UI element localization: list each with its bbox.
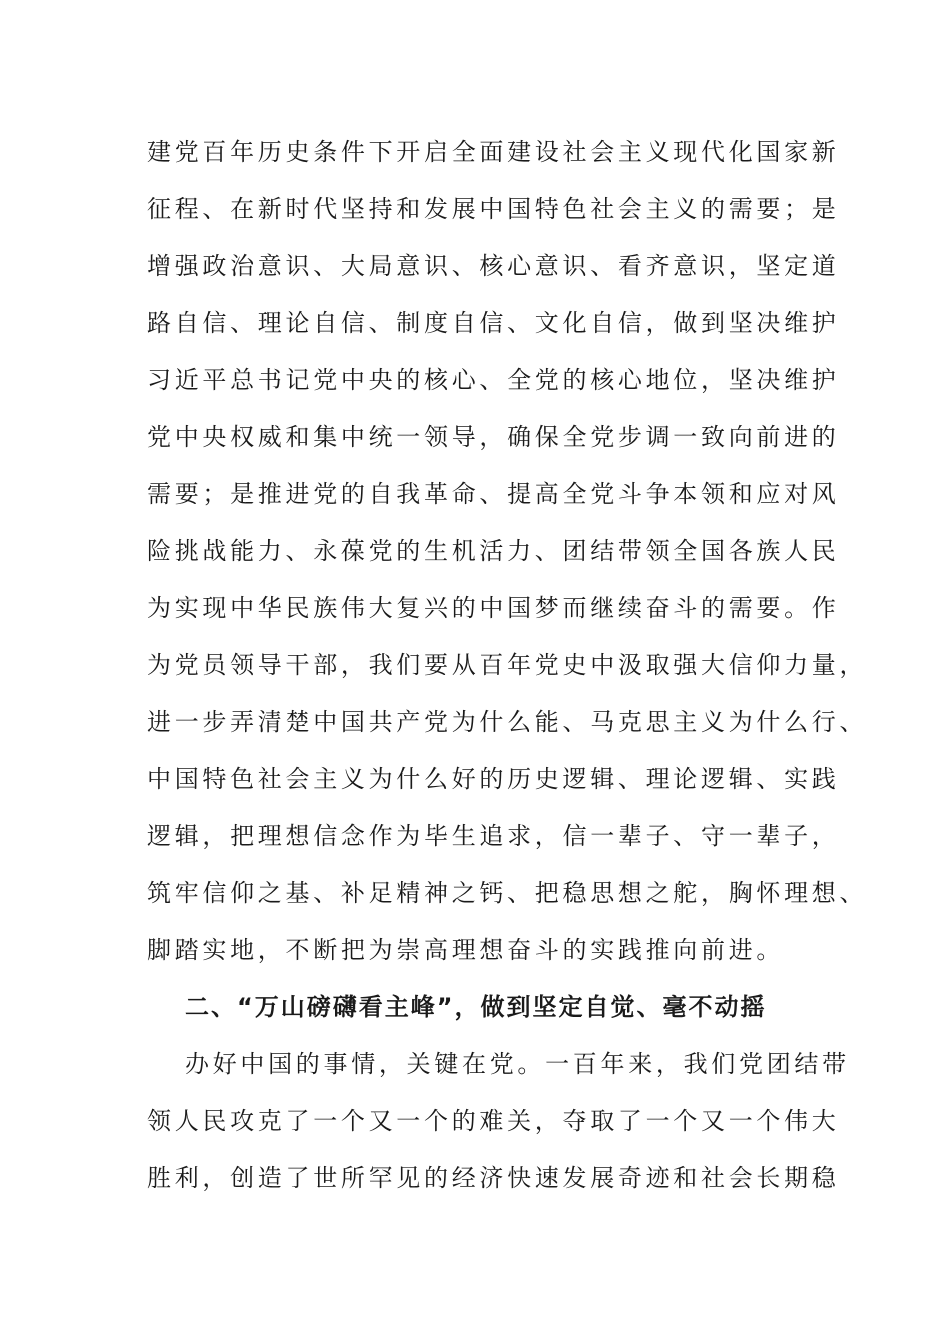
paragraph-line: 路自信、理论自信、制度自信、文化自信，做到坚决维护 xyxy=(147,309,840,337)
paragraph-line: 办好中国的事情，关键在党。一百年来，我们党团结带 xyxy=(185,1050,850,1078)
paragraph-line: 险挑战能力、永葆党的生机活力、团结带领全国各族人民 xyxy=(147,537,840,565)
paragraph-line: 进一步弄清楚中国共产党为什么能、马克思主义为什么行、 xyxy=(147,708,868,736)
paragraph-line: 增强政治意识、大局意识、核心意识、看齐意识，坚定道 xyxy=(147,252,840,280)
paragraph-line: 为实现中华民族伟大复兴的中国梦而继续奋斗的需要。作 xyxy=(147,594,840,622)
paragraph-line: 建党百年历史条件下开启全面建设社会主义现代化国家新 xyxy=(147,138,840,166)
paragraph-line: 习近平总书记党中央的核心、全党的核心地位，坚决维护 xyxy=(147,366,840,394)
paragraph-line: 胜利，创造了世所罕见的经济快速发展奇迹和社会长期稳 xyxy=(147,1164,840,1192)
paragraph-line: 为党员领导干部，我们要从百年党史中汲取强大信仰力量， xyxy=(147,651,868,679)
paragraph-line: 逻辑，把理想信念作为毕生追求，信一辈子、守一辈子， xyxy=(147,822,840,850)
paragraph-line: 需要；是推进党的自我革命、提高全党斗争本领和应对风 xyxy=(147,480,840,508)
paragraph-line: 筑牢信仰之基、补足精神之钙、把稳思想之舵，胸怀理想、 xyxy=(147,879,868,907)
section-heading: 二、“万山磅礴看主峰”，做到坚定自觉、毫不动摇 xyxy=(185,993,767,1021)
paragraph-line: 脚踏实地，不断把为崇高理想奋斗的实践推向前进。 xyxy=(147,936,785,964)
paragraph-line: 党中央权威和集中统一领导，确保全党步调一致向前进的 xyxy=(147,423,840,451)
paragraph-line: 中国特色社会主义为什么好的历史逻辑、理论逻辑、实践 xyxy=(147,765,840,793)
paragraph-line: 领人民攻克了一个又一个的难关，夺取了一个又一个伟大 xyxy=(147,1107,840,1135)
paragraph-line: 征程、在新时代坚持和发展中国特色社会主义的需要；是 xyxy=(147,195,840,223)
